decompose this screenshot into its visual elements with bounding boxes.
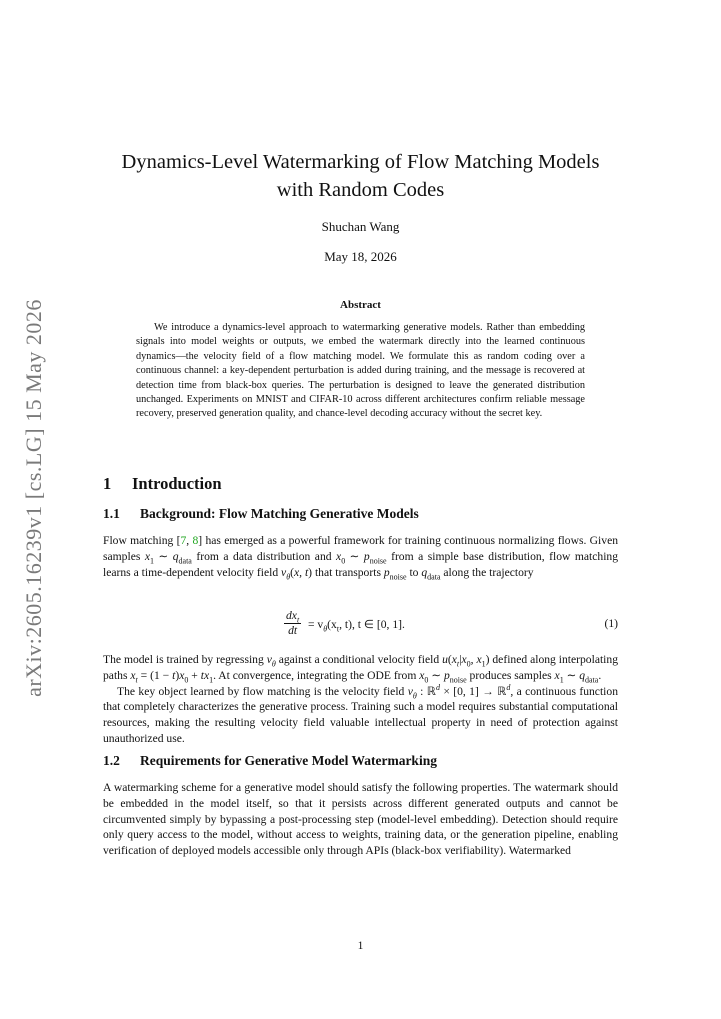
equation-number: (1) [604, 617, 618, 630]
section-1-heading [103, 474, 222, 494]
section-1-1-heading [103, 506, 419, 522]
arxiv-identifier [20, 295, 48, 700]
equation-rhs: = $v_\theta(x_t$, t), t ∈ [0, 1]. [308, 618, 405, 634]
subsection-number: 1.2 [103, 753, 120, 768]
subsection-title: Requirements for Generative Model Watermarking [140, 753, 437, 768]
author: Shuchan Wang [321, 219, 400, 234]
arxiv-id-text: arXiv:2605.16239v1 [cs.LG] 15 May 2026 [21, 298, 46, 697]
section-number: 1 [103, 474, 112, 493]
section-title: Introduction [132, 474, 222, 493]
paper-title [103, 148, 618, 204]
abstract-text: We introduce a dynamics-level approach to watermarking generative models. Rather than embedding signals into model weights or outputs, we embed the watermark directly into the learned continuous dynamics—the velocity field of a flow matching model. We formulate this as random coding over a continuous channel: a key-dependent perturbation is added during training, and the message is recovered at detection time from black-box queries. The perturbation is designed to leave the generated distribution unchanged. Experiments on MNIST and CIFAR-10 across different architectures confirm reliable message recovery, preserved generation quality, and chance-level decoding accuracy without the secret key. [136, 322, 585, 420]
date: May 18, 2026 [324, 249, 397, 264]
equation-fraction: $dx_t$ dt [286, 609, 300, 637]
paragraph-training: The model is trained by regressing $v_\theta$ against a conditional velocity field $u(x_t|x_0$, $x_1$) defined along interpolating paths $x_t = (1 - t)x_0 + tx_1$. At convergence, integrating the ODE from $x_0$ ∼ $p_{noise}$ produces samples $x_1$ ∼ $q_{data}$. The key object learned by flow matching is the velocity field $v_\theta$ : ℝ$^d$ × [0, 1] → ℝ$^d$, a continuous function that completely characterizes the generative process. Training such a model requires substantial computational resources, making the resulting velocity field valuable intellectual property in need of protection against unauthorized use. [103, 653, 618, 745]
title-line-1: Dynamics-Level Watermarking of Flow Matching Models [121, 151, 600, 173]
citation-link[interactable]: 8 [192, 534, 199, 547]
citation-link[interactable]: 7 [180, 534, 187, 547]
abstract-heading: Abstract [340, 299, 381, 311]
subsection-number: 1.1 [103, 506, 120, 521]
subsection-title: Background: Flow Matching Generative Models [140, 506, 419, 521]
paragraph-flow-matching: Flow matching [7, 8] has emerged as a powerful framework for training continuous normalizing flows. Given samples $x_1$ ∼ $q_{data}$ from a data distribution and $x_0$ ∼ $p_{noise}$ from a simple base distribution, flow matching learns a time-dependent velocity field $v_\theta(x$, t) that transports $p_{noise}$ to $q_{data}$ along the trajectory [103, 534, 619, 581]
title-line-2: with Random Codes [276, 179, 445, 201]
paragraph-requirements: A watermarking scheme for a generative model should satisfy the following properties. The watermark should be embedded in the model itself, so that it persists across different generated outputs and cannot be circumvented simply by bypassing a post-processing step (model-level embedding). Detection should require only query access to the model, without access to weights, training data, or the generation pipeline, enabling verification of deployed models accessible only through APIs (black-box verifiability). Watermarked [103, 781, 618, 858]
section-1-2-heading [103, 753, 437, 769]
page-number: 1 [357, 940, 364, 952]
equation-1 [103, 609, 618, 639]
